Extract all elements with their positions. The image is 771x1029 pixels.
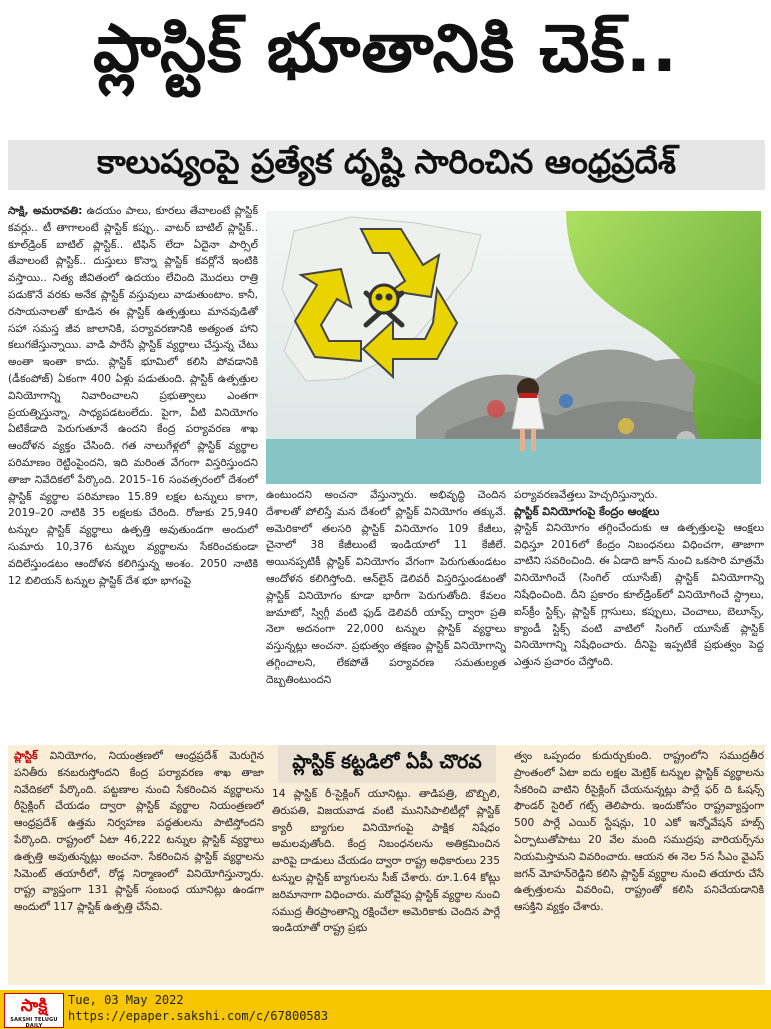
box-column-2: [272, 786, 500, 982]
article-column-2: [266, 487, 506, 741]
box-title: ప్లాస్టిక్ కట్టడిలో ఏపీ చొరవ: [278, 745, 496, 783]
article-col3-text: పర్యావరణవేత్తలు హెచ్చరిస్తున్నారు.: [514, 489, 658, 501]
footer-date: Tue, 03 May 2022: [68, 993, 184, 1007]
photo-illustration: [266, 211, 761, 484]
article-col2-text: ఉంటుందని అంచనా వేస్తున్నారు. అభివృద్ధి చెందిన దేశాలతో పోలిస్తే మన దేశంలో ప్లాస్టిక్ వినియోగం తక్కువే. అమెరికాలో తలసరి ప్లాస్టిక్ వినియోగం 109 కేజీలు, చైనాలో 38 కేజీలుంటే ఇండియాలో 11 కేజీలే. అయినప్పటికీ ప్లాస్టిక్ వినియోగం వేగంగా పెరుగుతుండటం ఆందోళన కలిగిస్తోంది. ఆన్‌లైన్ డెలివరీ విస్తరిస్తుండటంతో ప్లాస్టిక్ వినియోగం కూడా భారీగా పెరుగుతోంది. కేవలం జుమాటో, స్విగ్గీ వంటి ఫుడ్ డెలివరీ యాప్స్ ద్వారా ప్రతి నెలా అదనంగా 22,000 టన్నుల ప్లాస్టిక్ వ్యర్థాలు వస్తున్నట్లు అంచనా. ప్రభుత్వం తక్షణం ప్లాస్టిక్ వినియోగాన్ని తగ్గించాలని, లేకపోతే పర్యావరణ సమతుల్యత దెబ్బతింటుందని: [266, 489, 506, 686]
plastic-pollution-photo: [266, 211, 761, 484]
box-col2-text: 14 ప్లాస్టిక్ రీ-సైక్లింగ్ యూనిట్లు. తాడిపత్రి, బొబ్బిలి, తిరుపతి, విజయవాడ వంటి మునిసిపాలిటీల్లో ప్లాస్టిక్ క్యారీ బ్యాగుల వినియోగంపై పాక్షిక నిషేధం అమలవుతోంది. కేంద్ర నిబంధనలను అతిక్రమించిన వారిపై దాడులు చేయడం ద్వారా రాష్ట్ర అధికారులు 235 టన్నుల ప్లాస్టిక్ బ్యాగులను సీజ్ చేశారు. రూ.1.64 కోట్లు జరిమానాగా విధించారు. మరోవైపు ప్లాస్టిక్ వ్యర్థాల నుంచి సముద్ర తీరప్రాంతాన్ని రక్షించేలా అమెరికాకు చెందిన పార్లే ఇండియాతో రాష్ట్ర ప్రభు: [272, 788, 500, 935]
box-column-1: [14, 748, 264, 982]
article-column-1: [8, 203, 258, 741]
box-col3-text: త్వం ఒప్పందం కుదుర్చుకుంది. రాష్ట్రంలోని సముద్రతీర ప్రాంతంలో ఏటా ఐదు లక్షల మెట్రిక్ టన్నుల ప్లాస్టిక్ వ్యర్థాలను సేకరించి వాటిని రీసైక్లింగ్ చేయనున్నట్లు పార్లే ఫర్ ది ఓషన్స్ ఫౌండర్ సైరిల్ గట్స్ తెలిపారు. ఇందుకోసం రాష్ట్రవ్యాప్తంగా 500 పార్లే ఎయిర్ స్టేషన్లు, 10 ఎకో ఇన్నోవేషన్ హబ్స్ ఏర్పాటుతోపాటు 20 వేల మంది సముద్రపు వారియర్స్‌ను నియమిస్తామని వివరించారు. ఆయన ఈ నెల 5న సీఎం వైఎస్ జగన్ మోహన్‌రెడ్డిని కలిసి ప్లాస్టిక్ వ్యర్థాల నుంచి తయారు చేసే ఉత్పత్తులను వివరించి, రాష్ట్రంతో కలిసి పనిచేయడానికి ఆసక్తిని వ్యక్తం చేశారు.: [514, 750, 764, 914]
logo-name: సాక్షి: [20, 996, 48, 1016]
box-lead-word: ప్లాస్టిక్: [14, 750, 38, 762]
article-column-3: [514, 487, 764, 741]
sakshi-logo: [4, 993, 64, 1028]
article-col1-text: ఉదయం పాలు, కూరలు తేవాలంటే ప్లాస్టిక్ కవర్లు.. టీ తాగాలంటే ప్లాస్టిక్ కప్పు.. వాటర్ బాటిల్ ప్లాస్టిక్.. కూల్‌డ్రింక్ బాటిల్ ప్లాస్టిక్.. టిఫిన్ లేదా ఏదైనా పార్సిల్ తేవాలంటే ప్లాస్టిక్.. దుస్తులు కొన్నా ప్లాస్టిక్ కవర్లోనే ఇంటికి వస్తాయి.. నిత్య జీవితంలో ఉదయం లేచింది మొదలు రాత్రి పడుకొనే వరకు అనేక ప్లాస్టిక్ వస్తువులు వాడుతుంటాం. కానీ, రసాయనాలతో కూడిన ఈ ప్లాస్టిక్ ఉత్పత్తులు మానవుడితో సహా సమస్త జీవ జాలానికి, పర్యావరణానికి అత్యంత హాని కలుగజేస్తున్నాయి. వాడి పారేసే ప్లాస్టిక్ వ్యర్థాలు చేస్తున్న చేటు అంతా ఇంతా కాదు. ప్లాస్టిక్ భూమిలో కలిసి పోవడానికి (డీకంపోజ్) ఏకంగా 400 ఏళ్లు పడుతుంది. ప్లాస్టిక్ ఉత్పత్తుల వినియోగాన్ని నివారించాలని ప్రభుత్వాలు ఎంతగా ప్రయత్నిస్తున్నా, సాధ్యపడటంలేదు. పైగా, వీటి వినియోగం ఏటికేడాది పెరుగుతూనే ఉందని కేంద్ర పర్యావరణ శాఖ ఆందోళన వ్యక్తం చేసింది. గత నాలుగేళ్లలో ప్లాస్టిక్ వ్యర్థాల పరిమాణం రెట్టింపైందని, ఇది మరింత వేగంగా విస్తరిస్తుందని తాజా నివేదికలో పేర్కొంది. 2015–16 సంవత్సరంలో దేశంలో ప్లాస్టిక్ వ్యర్థాల పరిమాణం 15.89 లక్షల టన్నులు కాగా, 2019–20 నాటికి 35 లక్షలకు చేరింది. రోజుకు 25,940 టన్నుల ప్లాస్టిక్ వ్యర్థాలు ఉత్పత్తి అవుతుండగా అందులో సుమారు 10,376 టన్నుల వ్యర్థాలను సేకరించకుండా వదిలేస్తుండటం ఆందోళన కలిగిస్తున్న అంశం. 2050 నాటికి 12 బిలియన్ టన్నుల ప్లాస్టిక్ దేశ భూ భాగంపై: [8, 205, 258, 587]
article-col3-subtitle: ప్లాస్టిక్ వినియోగంపై కేంద్రం ఆంక్షలు: [514, 504, 660, 518]
subheadline: కాలుష్యంపై ప్రత్యేక దృష్టి సారించిన ఆంధ్రప్రదేశ్: [8, 140, 765, 190]
box-col1-text: వినియోగం, నియంత్రణలో ఆంధ్రప్రదేశ్ మెరుగైన పనితీరు కనబరుస్తోందని కేంద్ర పర్యావరణ శాఖ తాజా నివేదికలో పేర్కొంది. పట్టణాల నుంచి సేకరించిన వ్యర్థాలను రీసైక్లింగ్ చేయడం ద్వారా ప్లాస్టిక్ వ్యర్థాల నియంత్రణలో ఆంధ్రప్రదేశ్ ఉత్తమ నిర్వహణ పద్ధతులను పాటిస్తోందని పేర్కొంది. రాష్ట్రంలో ఏటా 46,222 టన్నుల ప్లాస్టిక్ వ్యర్థాలు ఉత్పత్తి అవుతున్నట్లు అంచనా. సేకరించిన ప్లాస్టిక్ వ్యర్థాలను సిమెంట్ తయారీలో, రోడ్ల నిర్మాణంలో వినియోగిస్తున్నారు. రాష్ట్ర వ్యాప్తంగా 131 ప్లాస్టిక్ సంబంధ యూనిట్లు ఉండగా అందులో 117 ప్లాస్టిక్ ఉత్పత్తి చేసేవి.: [14, 750, 264, 914]
article-col3-text2: ప్లాస్టిక్ వినియోగం తగ్గించేందుకు ఆ ఉత్పత్తులపై ఆంక్షలు విధిస్తూ 2016లో కేంద్రం నిబంధనలు విధించగా, తాజాగా వాటిని సవరించింది. ఈ ఏడాది జూన్ నుంచి ఒకసారి మాత్రమే వినియోగించే (సింగిల్ యూసేజ్) ప్లాస్టిక్ వినియోగాన్ని నిషేధించింది. దీని ప్రకారం కూల్‌డ్రింక్‌లో వినియోగించే స్ట్రాలు, ఐస్‌క్రీం స్టిక్స్, ప్లాస్టిక్ గ్లాసులు, కప్పులు, చెంచాలు, బెలూన్స్, క్యాండీ స్టిక్స్ వంటి వాటిలో సింగిల్ యూసేజ్ ప్లాస్టిక్ వినియోగాన్ని నిషేధించారు. దీనిపై ఇప్పటికే ప్రభుత్వం పెద్ద ఎత్తున ప్రచారం చేస్తోంది.: [514, 521, 764, 669]
box-column-3: [514, 748, 764, 982]
headline: ప్లాస్టిక్ భూతానికి చెక్..: [93, 9, 678, 87]
footer-url[interactable]: https://epaper.sakshi.com/c/67800583: [68, 1009, 329, 1023]
article-dateline: సాక్షి, అమరావతి:: [8, 205, 83, 217]
logo-tagline: SAKSHI TELUGU DAILY: [10, 1017, 58, 1029]
